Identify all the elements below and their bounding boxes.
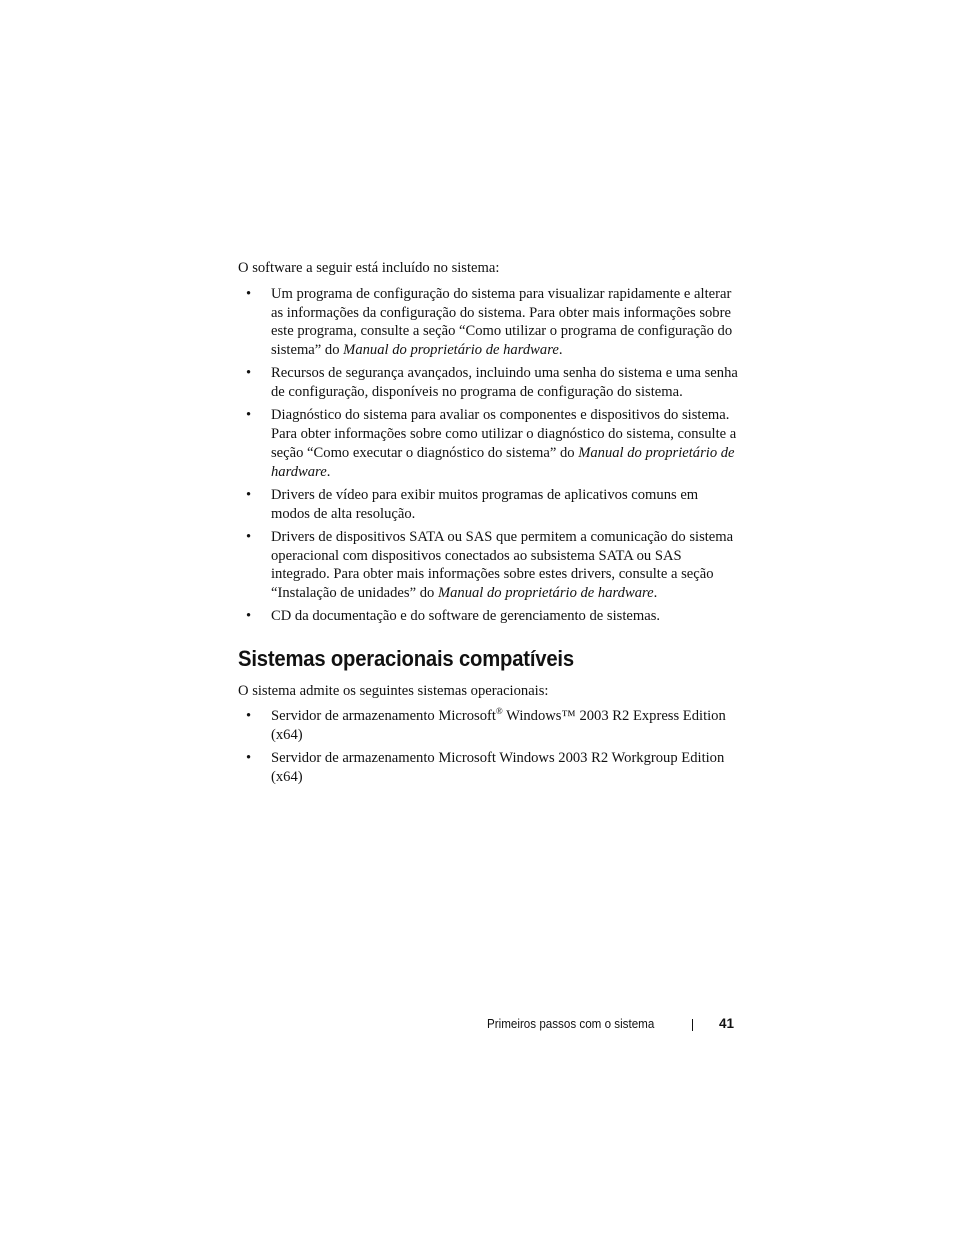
- bullet-mark: •: [246, 749, 252, 766]
- software-list-item: [238, 364, 738, 401]
- bullet-text: Diagnóstico do sistema para avaliar os componentes e dispositivos do sistema. Para obter informações sobre como utilizar o diagnóstico do sistema, consulte a seção “Como executar o diagnóstico do sistema” do Manual do proprietário de hardware.: [271, 407, 737, 480]
- page-content: [238, 259, 738, 791]
- manual-reference: Manual do proprietário de hardware: [271, 444, 735, 480]
- page-footer: [487, 1015, 737, 1035]
- bullet-text: Um programa de configuração do sistema para visualizar rapidamente e alterar as informações da configuração do sistema. Para obter mais informações sobre este programa, consulte a seção “Como utilizar o programa de configuração do sistema” do Manual do proprietário de hardware.: [271, 286, 733, 359]
- bullet-text: CD da documentação e do software de gerenciamento de sistemas.: [271, 608, 661, 625]
- footer-title: Primeiros passos com o sistema: [487, 1017, 655, 1031]
- bullet-text: Drivers de dispositivos SATA ou SAS que permitem a comunicação do sistema operacional com dispositivos conectados ao subsistema SATA ou SAS integrado. Para obter mais informações sobre estes drivers, consulte a seção “Instalação de unidades” do Manual do proprietário de hardware.: [271, 528, 734, 601]
- manual-reference: Manual do proprietário de hardware: [437, 584, 654, 601]
- bullet-text: Servidor de armazenamento Microsoft® Windows™ 2003 R2 Express Edition (x64): [271, 706, 726, 743]
- page-number: 41: [719, 1016, 735, 1031]
- software-list-item: [238, 406, 738, 481]
- software-list-item: [238, 285, 738, 360]
- software-list: [238, 285, 738, 626]
- bullet-mark: •: [246, 528, 252, 545]
- registered-mark: ®: [495, 706, 503, 717]
- os-intro: O sistema admite os seguintes sistemas operacionais:: [238, 682, 549, 699]
- bullet-mark: •: [246, 486, 252, 503]
- os-list: [238, 707, 738, 786]
- software-list-item: [238, 528, 738, 603]
- software-intro: O software a seguir está incluído no sistema:: [238, 260, 500, 276]
- bullet-mark: •: [246, 286, 252, 302]
- software-list-item: [238, 607, 738, 626]
- bullet-mark: •: [246, 707, 252, 724]
- manual-reference: Manual do proprietário de hardware: [343, 342, 559, 359]
- os-list-item: [238, 749, 738, 786]
- footer-separator: [692, 1019, 693, 1031]
- bullet-mark: •: [246, 365, 252, 382]
- software-list-item: [238, 486, 738, 523]
- bullet-text: Servidor de armazenamento Microsoft Windows 2003 R2 Workgroup Edition (x64): [271, 749, 725, 785]
- bullet-text: Recursos de segurança avançados, incluindo uma senha do sistema e uma senha de configuração, disponíveis no programa de configuração do sistema.: [271, 365, 738, 401]
- section-heading: Sistemas operacionais compatíveis: [238, 645, 574, 671]
- bullet-text: Drivers de vídeo para exibir muitos programas de aplicativos comuns em modos de alta resolução.: [271, 486, 699, 522]
- os-list-item: [238, 707, 738, 744]
- bullet-mark: •: [246, 608, 252, 625]
- bullet-mark: •: [246, 407, 252, 424]
